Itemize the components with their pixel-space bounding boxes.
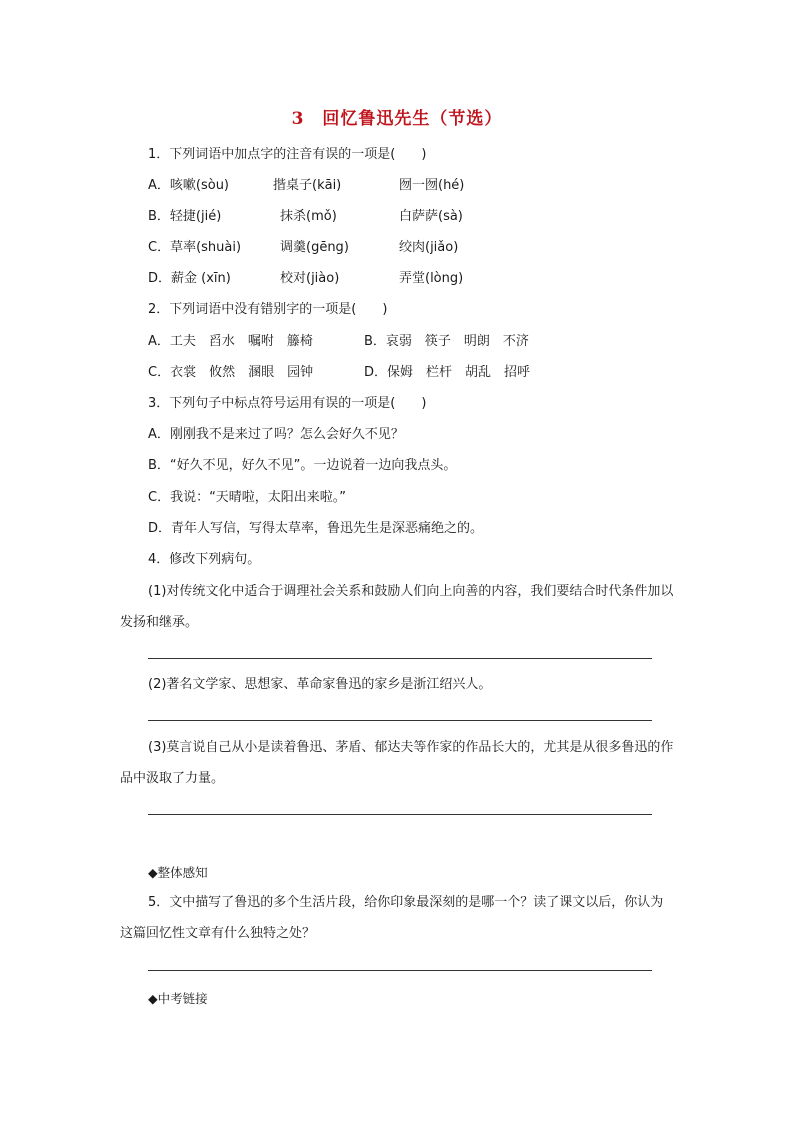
question-4-item-3: (3)莫言说自己从小是读着鲁迅、茅盾、郁达夫等作家的作品长大的，尤其是从很多鲁迅的作品中汲取了力量。: [120, 740, 674, 786]
answer-line[interactable]: [148, 814, 652, 815]
question-2-stem: 2．下列词语中没有错别字的一项是( ): [148, 302, 388, 317]
option-cell: 绞肉(jiǎo): [399, 240, 459, 255]
question-3-option-b: B．“好久不见，好久不见”。一边说着一边向我点头。: [148, 458, 457, 473]
option-cell: B．轻捷(jié): [148, 209, 222, 224]
question-1-stem: 1．下列词语中加点字的注音有误的一项是( ): [148, 147, 427, 162]
option-cell: 调羹(gēng): [280, 240, 349, 255]
answer-line[interactable]: [148, 658, 652, 659]
question-3-stem: 3．下列句子中标点符号运用有误的一项是( ): [148, 396, 427, 411]
answer-line[interactable]: [148, 970, 652, 971]
option-cell: 白萨萨(sà): [399, 209, 463, 224]
question-3-option-c: C．我说：“天晴啦，太阳出来啦。”: [148, 490, 347, 505]
option-cell: 弄堂(lòng): [399, 271, 464, 286]
question-4-item-1: (1)对传统文化中适合于调理社会关系和鼓励人们向上向善的内容，我们要结合时代条件加以发扬和继承。: [120, 584, 674, 630]
option-cell: 校对(jiào): [280, 271, 340, 286]
question-3-option-a: A．刚刚我不是来过了吗？怎么会好久不见？: [148, 427, 404, 442]
option-cell: D．保姆 栏杆 胡乱 招呼: [364, 365, 531, 380]
question-3-option-d: D．青年人写信，写得太草率，鲁迅先生是深恶痛绝之的。: [148, 521, 484, 536]
section-heading-exam-links: ◆中考链接: [148, 991, 208, 1006]
option-cell: B．哀弱 筷子 明朗 不济: [364, 334, 529, 349]
page-title: 3 回忆鲁迅先生（节选）: [291, 109, 503, 129]
question-4-item-2: (2)著名文学家、思想家、革命家鲁迅的家乡是浙江绍兴人。: [148, 677, 492, 692]
option-cell: 囫一囫(hé): [399, 178, 465, 193]
question-4-stem: 4．修改下列病句。: [148, 552, 261, 567]
option-cell: C．衣裳 攸然 溷眼 园钟: [148, 365, 314, 380]
option-cell: A．工夫 舀水 嘱咐 籐椅: [148, 334, 313, 349]
option-cell: 抹杀(mǒ): [280, 209, 337, 224]
option-cell: C．草率(shuài): [148, 240, 242, 255]
section-heading-overall: ◆整体感知: [148, 865, 208, 880]
answer-line[interactable]: [148, 720, 652, 721]
option-cell: 揩桌子(kāi): [273, 178, 342, 193]
question-5: 5．文中描写了鲁迅的多个生活片段，给你印象最深刻的是哪一个？读了课文以后，你认为这篇回忆性文章有什么独特之处？: [120, 895, 664, 941]
option-cell: A．咳嗽(sòu): [148, 178, 230, 193]
option-cell: D．薪金 (xīn): [148, 271, 231, 286]
